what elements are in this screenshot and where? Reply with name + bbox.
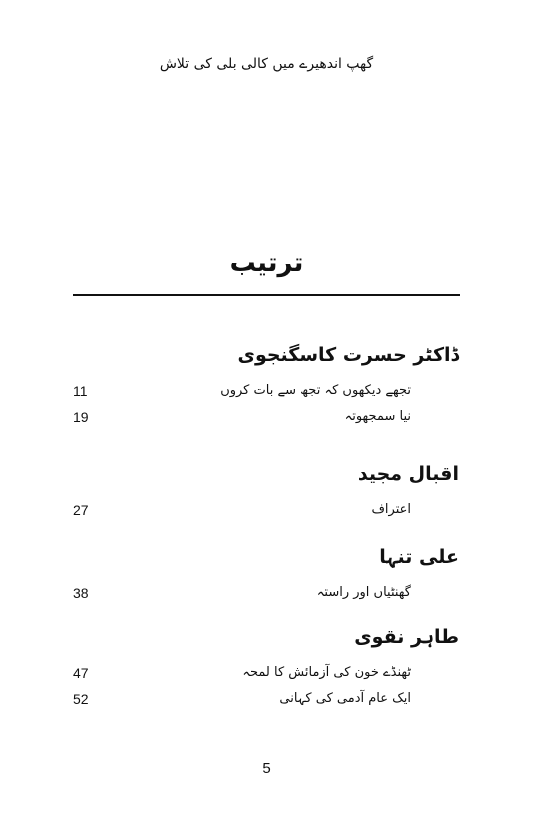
toc-section-3 (73, 542, 459, 606)
toc-section-2 (73, 459, 459, 523)
entry-page-number: 27 (73, 502, 89, 518)
entry-page-number: 47 (73, 665, 89, 681)
toc-entry[interactable] (73, 580, 459, 606)
entry-page-number: 38 (73, 585, 89, 601)
entry-title: ایک عام آدمی کی کہانی (279, 691, 411, 706)
toc-entry[interactable] (73, 497, 459, 523)
author-heading: اقبال مجید (357, 463, 459, 485)
entry-title: گھنٹیاں اور راستہ (316, 585, 411, 600)
author-heading: ڈاکٹر حسرت کاسگنجوی (237, 344, 459, 366)
entry-title: نیا سمجھوتہ (344, 409, 411, 424)
toc-entry[interactable] (73, 404, 459, 430)
toc-entry[interactable] (73, 378, 459, 404)
running-head: گھپ اندھیرے میں کالی بلی کی تلاش (159, 56, 374, 72)
title-divider (73, 294, 460, 296)
entry-page-number: 19 (73, 409, 89, 425)
entry-title: تجھے دیکھوں کہ تجھ سے بات کروں (220, 383, 411, 398)
author-heading: طاہر نقوی (354, 626, 459, 648)
toc-entry[interactable] (73, 686, 459, 712)
toc-section-1 (73, 340, 459, 430)
page-number: 5 (262, 760, 271, 777)
entry-title: ٹھنڈے خون کی آزمائش کا لمحہ (242, 665, 411, 680)
entry-title: اعتراف (371, 502, 411, 517)
author-heading: علی تنہا (379, 546, 459, 568)
page-title: ترتیب (229, 248, 304, 278)
toc-section-4 (73, 622, 459, 712)
entry-page-number: 11 (73, 383, 88, 399)
entry-page-number: 52 (73, 691, 89, 707)
toc-entry[interactable] (73, 660, 459, 686)
